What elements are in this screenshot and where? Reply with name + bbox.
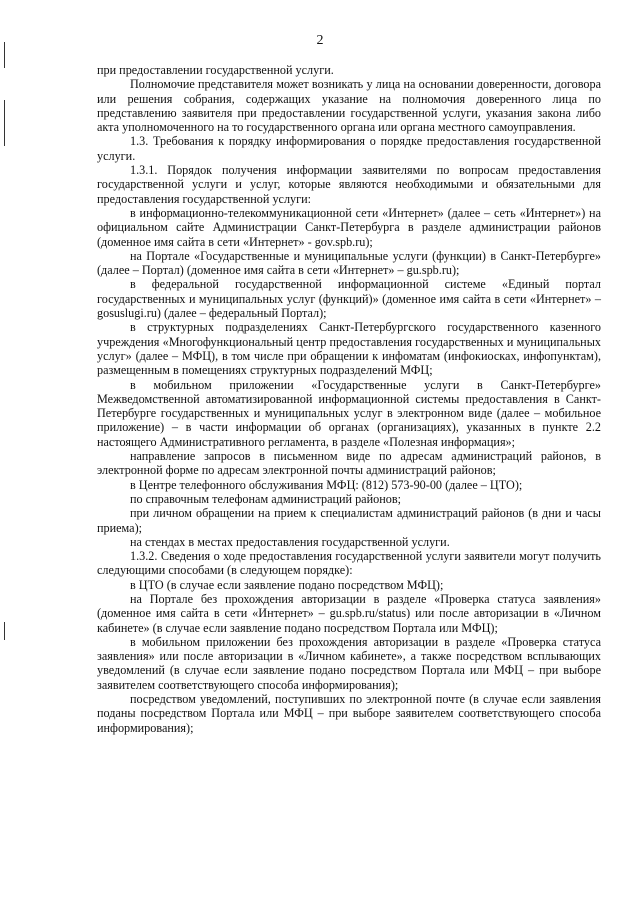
list-item: в ЦТО (в случае если заявление подано посредством МФЦ); (130, 577, 444, 592)
paragraph: 1.3.2. Сведения о ходе предоставления государственной услуги заявители могут получить следующими способами (в следующем порядке): (97, 549, 601, 578)
list-item: направление запросов в письменном виде по адресам администраций районов, в электронной форме по адресам электронной почты администраций районов; (97, 449, 601, 478)
paragraph: Полномочие представителя может возникать у лица на основании доверенности, договора или решения собрания, содержащих указание на полномочия доверенного лица по представлению заявителя при предоставлении государственной услуги, указания закона либо акта уполномоченного на то государственного органа или органа местного самоуправления. (97, 77, 601, 135)
document-body (97, 63, 601, 735)
paragraph: при предоставлении государственной услуги. (97, 63, 334, 77)
page-number: 2 (316, 33, 324, 48)
list-item: на Портале «Государственные и муниципальные услуги (функции) в Санкт-Петербурге» (далее – Портал) (доменное имя сайта в сети «Интернет» – gu.spb.ru); (97, 248, 601, 278)
list-item: при личном обращении на прием к специалистам администраций районов (в дни и часы приема); (97, 506, 601, 535)
list-item: в структурных подразделениях Санкт-Петербургского государственного казенного учреждения «Многофункциональный центр предоставления государственных и муниципальных услуг» (далее – МФЦ), в том числе при обращении к инфоматам (инфокиосках, инфопунктам), размещенным в помещениях структурных подразделений МФЦ; (97, 320, 601, 378)
list-item: посредством уведомлений, поступивших по электронной почте (в случае если заявления поданы посредством Портала или МФЦ – при выборе заявителем соответствующего способа информирования); (97, 692, 601, 735)
list-item: в мобильном приложении без прохождения авторизации в разделе «Проверка статуса заявления» или после авторизации в «Личном кабинете», а также посредством всплывающих уведомлений (в случае если заявление подано посредством Портала или МФЦ – при выборе заявителем соответствующего способа информирования); (97, 634, 601, 692)
section-heading: 1.3. Требования к порядку информирования о порядке предоставления государственной услуги. (97, 134, 601, 163)
paragraph: 1.3.1. Порядок получения информации заявителями по вопросам предоставления государственной услуги и услуг, которые являются необходимыми и обязательными для предоставления государственной услуги: (97, 163, 601, 206)
list-item: на Портале без прохождения авторизации в разделе «Проверка статуса заявления» (доменное имя сайта в сети «Интернет» – gu.spb.ru/status) или после авторизации в «Личном кабинете» (в случае если заявление подано посредством Портала или МФЦ); (97, 591, 601, 635)
scan-edge-mark (4, 622, 5, 640)
list-item: в мобильном приложении «Государственные услуги в Санкт-Петербурге» Межведомственной автоматизированной информационной системы предоставления в Санкт-Петербурге государственных и муниципальных услуг в электронном виде (далее – мобильное приложение) – в части информации об органах (организациях), указанных в пункте 2.2 настоящего Административного регламента, в разделе «Полезная информация»; (97, 377, 601, 449)
list-item: на стендах в местах предоставления государственной услуги. (130, 534, 450, 549)
scan-edge-mark (4, 100, 5, 146)
list-item: по справочным телефонам администраций районов; (130, 491, 401, 506)
list-item: в информационно-телекоммуникационной сети «Интернет» (далее – сеть «Интернет») на официальном сайте Администрации Санкт-Петербурга в разделе администрации районов (доменное имя сайта в сети «Интернет» - gov.spb.ru); (97, 205, 601, 249)
list-item: в Центре телефонного обслуживания МФЦ: (812) 573-90-00 (далее – ЦТО); (130, 477, 523, 492)
list-item: в федеральной государственной информационной системе «Единый портал государственных и муниципальных услуг (функций)» (доменное имя сайта в сети «Интернет» – gosuslugi.ru) (далее – федеральный Портал); (97, 277, 601, 321)
